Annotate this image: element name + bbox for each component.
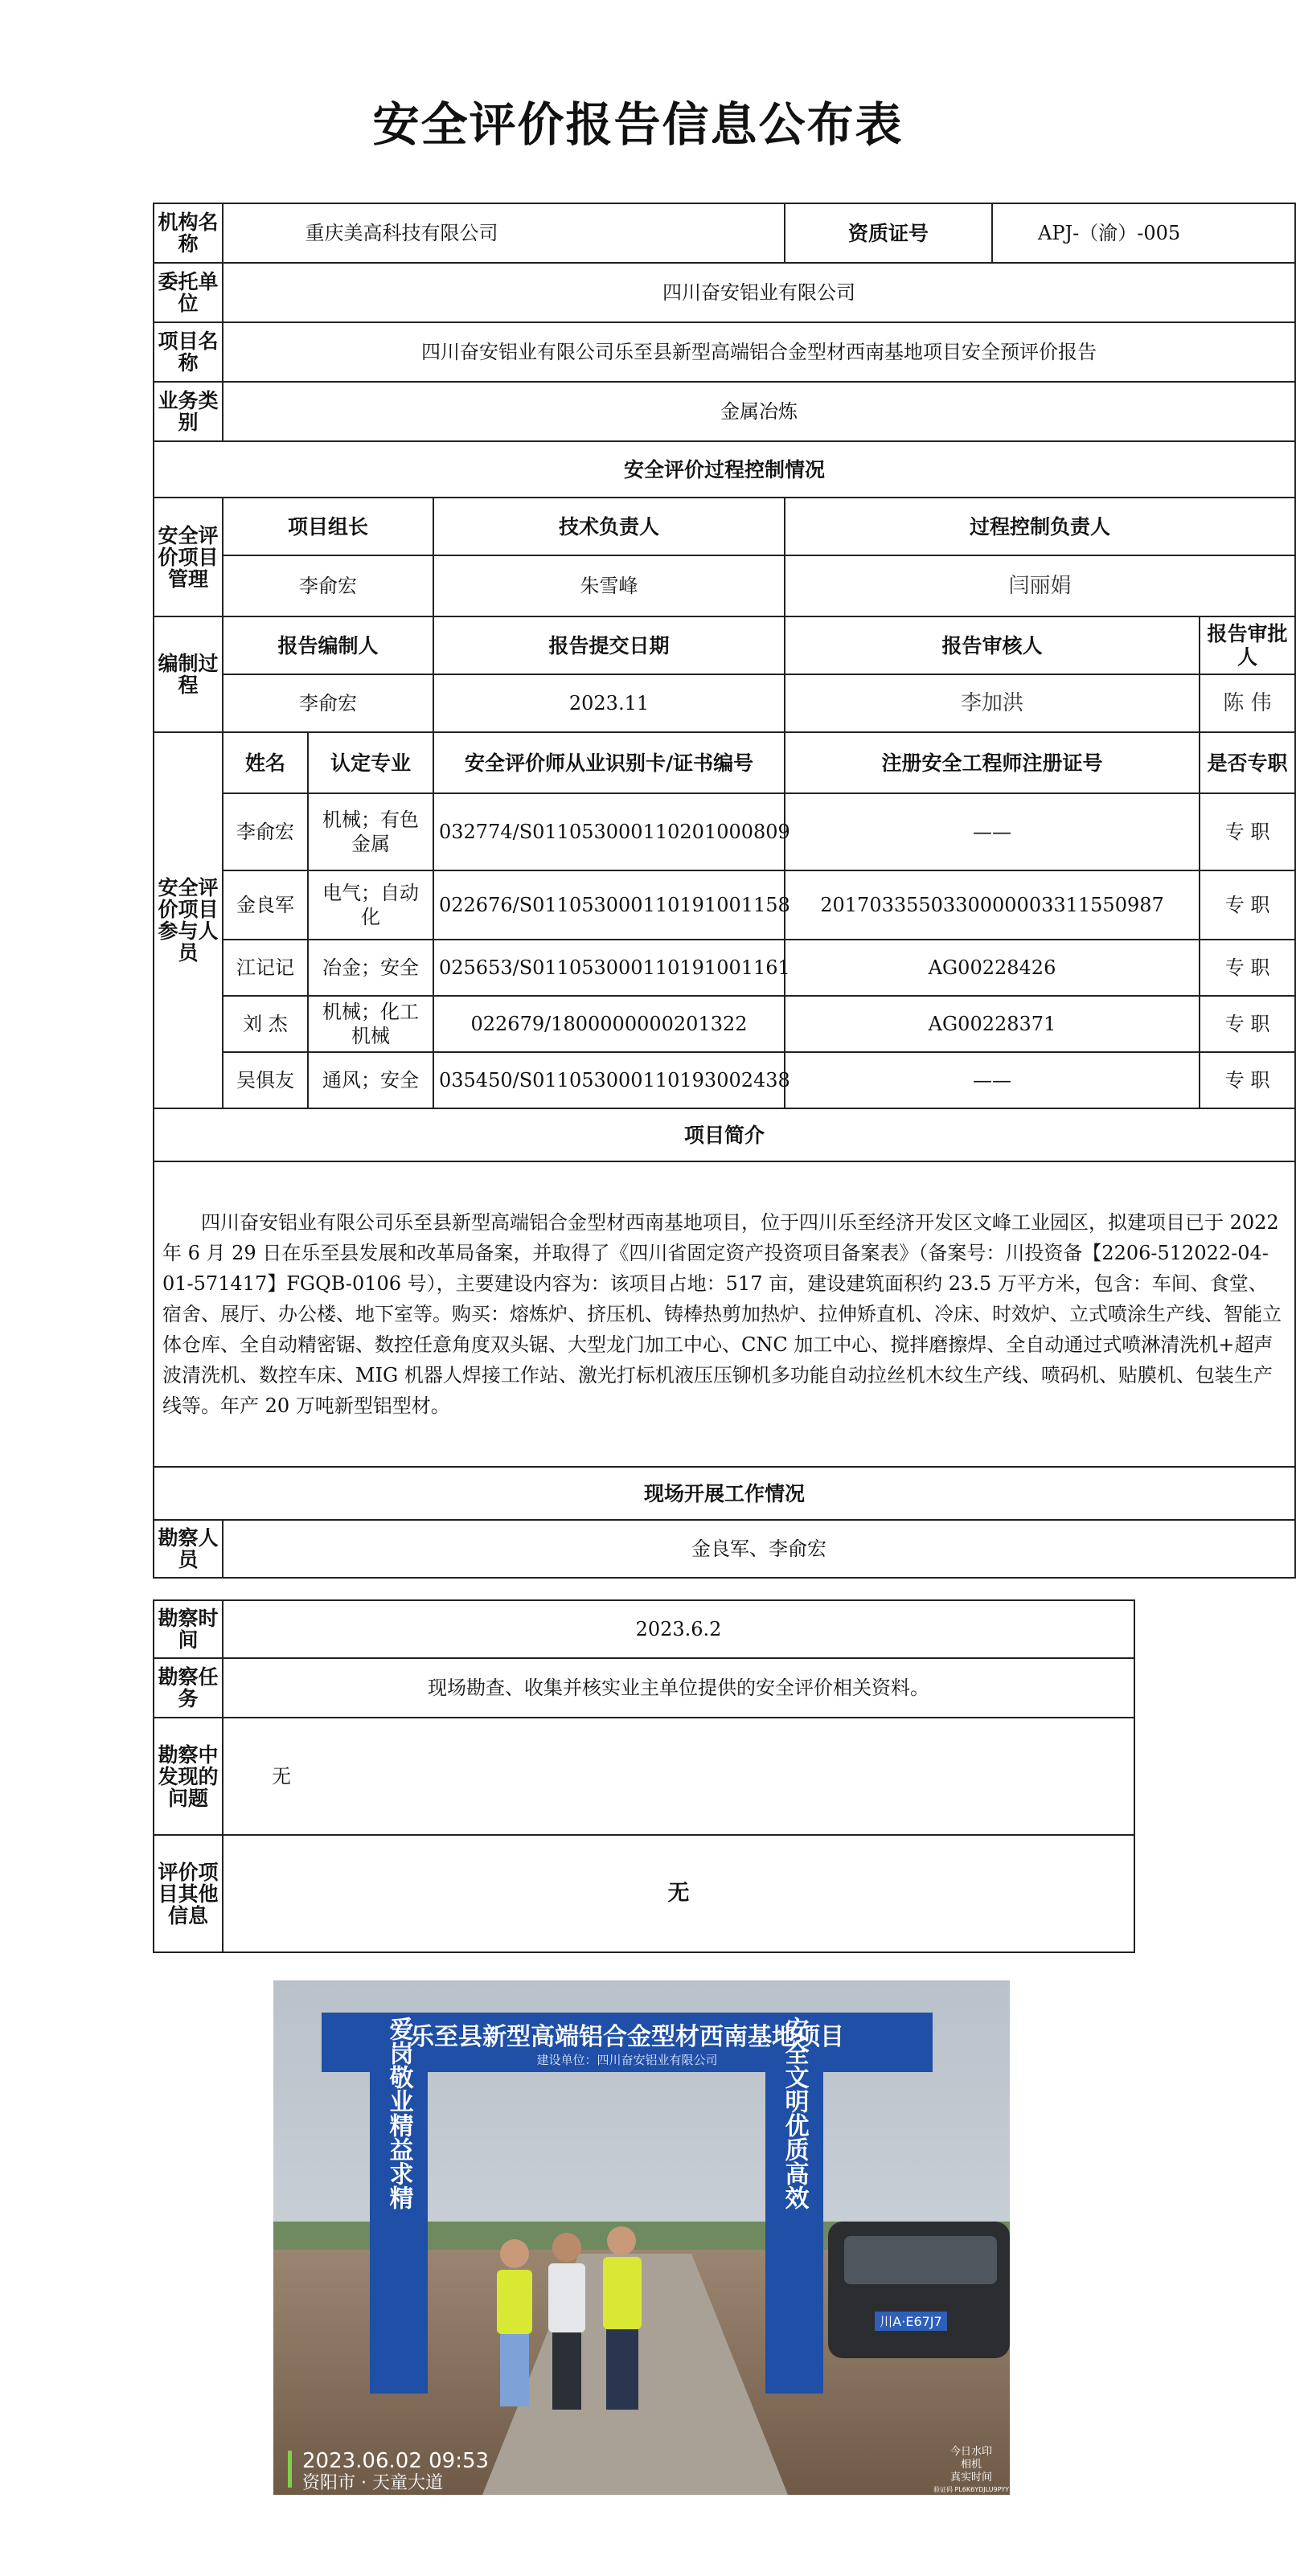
left-slogan: 爱岗敬业精益求精 — [384, 2017, 413, 2209]
person-card: 022679/1800000000201322 — [433, 996, 785, 1052]
personnel-label: 安全评价项目参与人员 — [154, 732, 223, 1108]
watermark-code: 验证码 PL6K6YDJLU9PYY — [933, 2486, 1010, 2493]
surveyor-value: 金良军、李俞宏 — [223, 1520, 1295, 1578]
business-value: 金属冶炼 — [223, 382, 1295, 441]
qual-value: APJ-（渝）-005 — [992, 203, 1295, 263]
issue-value: 无 — [223, 1718, 1134, 1835]
qual-label: 资质证号 — [785, 203, 992, 263]
personnel-header-name: 姓名 — [223, 732, 308, 793]
mgmt-header-leader: 项目组长 — [223, 498, 433, 555]
person-name: 金良军 — [223, 870, 308, 940]
business-label: 业务类别 — [154, 382, 223, 441]
mgmt-label: 安全评价项目管理 — [154, 498, 223, 616]
watermark-line-3: 真实时间 — [949, 2472, 993, 2484]
person-reg: 2017033550330000003311550987 — [785, 870, 1200, 940]
personnel-header-card: 安全评价师从业识别卡/证书编号 — [433, 732, 785, 793]
compile-header-approver: 报告审批人 — [1200, 616, 1295, 674]
car-plate: 川A·E67J7 — [880, 2314, 942, 2329]
table-row — [154, 1052, 1295, 1108]
compile-value-reviewer: 李加洪 — [785, 674, 1200, 732]
person-fulltime: 专 职 — [1200, 870, 1295, 940]
person-fulltime: 专 职 — [1200, 793, 1295, 870]
person-name: 吴俱友 — [223, 1052, 308, 1108]
person-major: 电气；自动化 — [308, 870, 433, 940]
person-reg: AG00228371 — [785, 996, 1200, 1052]
person-card: 022676/S011053000110191001158 — [433, 870, 785, 940]
surveyor-label: 勘察人员 — [154, 1520, 223, 1578]
org-value: 重庆美高科技有限公司 — [223, 203, 785, 263]
person-name: 李俞宏 — [223, 793, 308, 870]
person-major: 通风；安全 — [308, 1052, 433, 1108]
arch-banner-title: 乐至县新型高端铝合金型材西南基地项目 — [410, 2023, 844, 2051]
table-row — [154, 870, 1295, 940]
site-photo — [273, 1980, 1010, 2495]
table-row — [154, 793, 1295, 870]
person-fulltime: 专 职 — [1200, 1052, 1295, 1108]
page-title: 安全评价报告信息公布表 — [372, 97, 904, 152]
mgmt-value-leader: 李俞宏 — [223, 555, 433, 616]
project-label: 项目名称 — [154, 322, 223, 382]
watermark-line-1: 今日水印 — [949, 2446, 993, 2458]
issue-label: 勘察中发现的问题 — [154, 1718, 223, 1835]
person-fulltime: 专 职 — [1200, 996, 1295, 1052]
timestamp-bar — [288, 2451, 292, 2488]
person-reg: —— — [785, 793, 1200, 870]
right-slogan: 安全文明优质高效 — [780, 2017, 809, 2209]
other-label: 评价项目其他信息 — [154, 1835, 223, 1952]
person-card: 025653/S011053000110191001161 — [433, 940, 785, 996]
person-major: 冶金；安全 — [308, 940, 433, 996]
person-card: 035450/S011053000110193002438 — [433, 1052, 785, 1108]
mgmt-value-tech: 朱雪峰 — [433, 555, 785, 616]
person-major: 机械；化工机械 — [308, 996, 433, 1052]
site-table — [153, 1599, 1135, 1953]
watermark-line-2: 相机 — [960, 2459, 982, 2471]
table-row — [154, 996, 1295, 1052]
compile-value-approver: 陈 伟 — [1200, 674, 1295, 732]
personnel-header-reg: 注册安全工程师注册证号 — [785, 732, 1200, 793]
person-card: 032774/S011053000110201000809 — [433, 793, 785, 870]
table-row — [154, 940, 1295, 996]
mgmt-header-control: 过程控制负责人 — [785, 498, 1295, 555]
compile-header-reviewer: 报告审核人 — [785, 616, 1200, 674]
client-label: 委托单位 — [154, 263, 223, 322]
compile-header-date: 报告提交日期 — [433, 616, 785, 674]
site-section-title: 现场开展工作情况 — [154, 1467, 1295, 1520]
process-section-title: 安全评价过程控制情况 — [154, 441, 1295, 498]
mgmt-value-control: 闫丽娟 — [785, 555, 1295, 616]
task-value: 现场勘查、收集并核实业主单位提供的安全评价相关资料。 — [223, 1658, 1134, 1718]
person-major: 机械；有色金属 — [308, 793, 433, 870]
photo-timestamp: 2023.06.02 09:53 — [302, 2449, 490, 2473]
person-name: 刘 杰 — [223, 996, 308, 1052]
photo-location: 资阳市 · 天童大道 — [302, 2473, 443, 2493]
compile-value-author: 李俞宏 — [223, 674, 433, 732]
time-value: 2023.6.2 — [223, 1600, 1134, 1658]
arch-banner-sub: 建设单位：四川奋安铝业有限公司 — [536, 2053, 718, 2067]
intro-text: 四川奋安铝业有限公司乐至县新型高端铝合金型材西南基地项目，位于四川乐至经济开发区文峰工业园区，拟建项目已于 2022 年 6 月 29 日在乐至县发展和改革局备案，并取得了《四川省固定资产投资项目备案表》（备案号：川投资备【2206-512022-04-01-571417】FGQB-0106 号），主要建设内容为：该项目占地：517 亩，建设建筑面积约 23.5 万平方米，包含：车间、食堂、宿舍、展厅、办公楼、地下室等。购买：熔炼炉、挤压机、铸棒热剪加热炉、拉伸矫直机、冷床、时效炉、立式喷涂生产线、智能立体仓库、全自动精密锯、数控任意角度双头锯、大型龙门加工中心、CNC 加工中心、搅拌磨擦焊、全自动通过式喷淋清洗机+超声波清洗机、数控车床、MIG 机器人焊接工作站、激光打标机液压压铆机多功能自动拉丝机木纹生产线、喷码机、贴膜机、包装生产线等。年产 20 万吨新型铝型材。 — [154, 1161, 1295, 1467]
personnel-header-major: 认定专业 — [308, 732, 433, 793]
other-value: 无 — [223, 1835, 1134, 1952]
compile-header-author: 报告编制人 — [223, 616, 433, 674]
info-table — [153, 203, 1296, 1579]
personnel-header-fulltime: 是否专职 — [1200, 732, 1295, 793]
person-fulltime: 专 职 — [1200, 940, 1295, 996]
mgmt-header-tech: 技术负责人 — [433, 498, 785, 555]
compile-value-date: 2023.11 — [433, 674, 785, 732]
person-reg: —— — [785, 1052, 1200, 1108]
compile-label: 编制过程 — [154, 616, 223, 732]
client-value: 四川奋安铝业有限公司 — [223, 263, 1295, 322]
project-value: 四川奋安铝业有限公司乐至县新型高端铝合金型材西南基地项目安全预评价报告 — [223, 322, 1295, 382]
person-name: 江记记 — [223, 940, 308, 996]
time-label: 勘察时间 — [154, 1600, 223, 1658]
org-label: 机构名称 — [154, 203, 223, 263]
intro-section-title: 项目简介 — [154, 1108, 1295, 1161]
task-label: 勘察任务 — [154, 1658, 223, 1718]
person-reg: AG00228426 — [785, 940, 1200, 996]
